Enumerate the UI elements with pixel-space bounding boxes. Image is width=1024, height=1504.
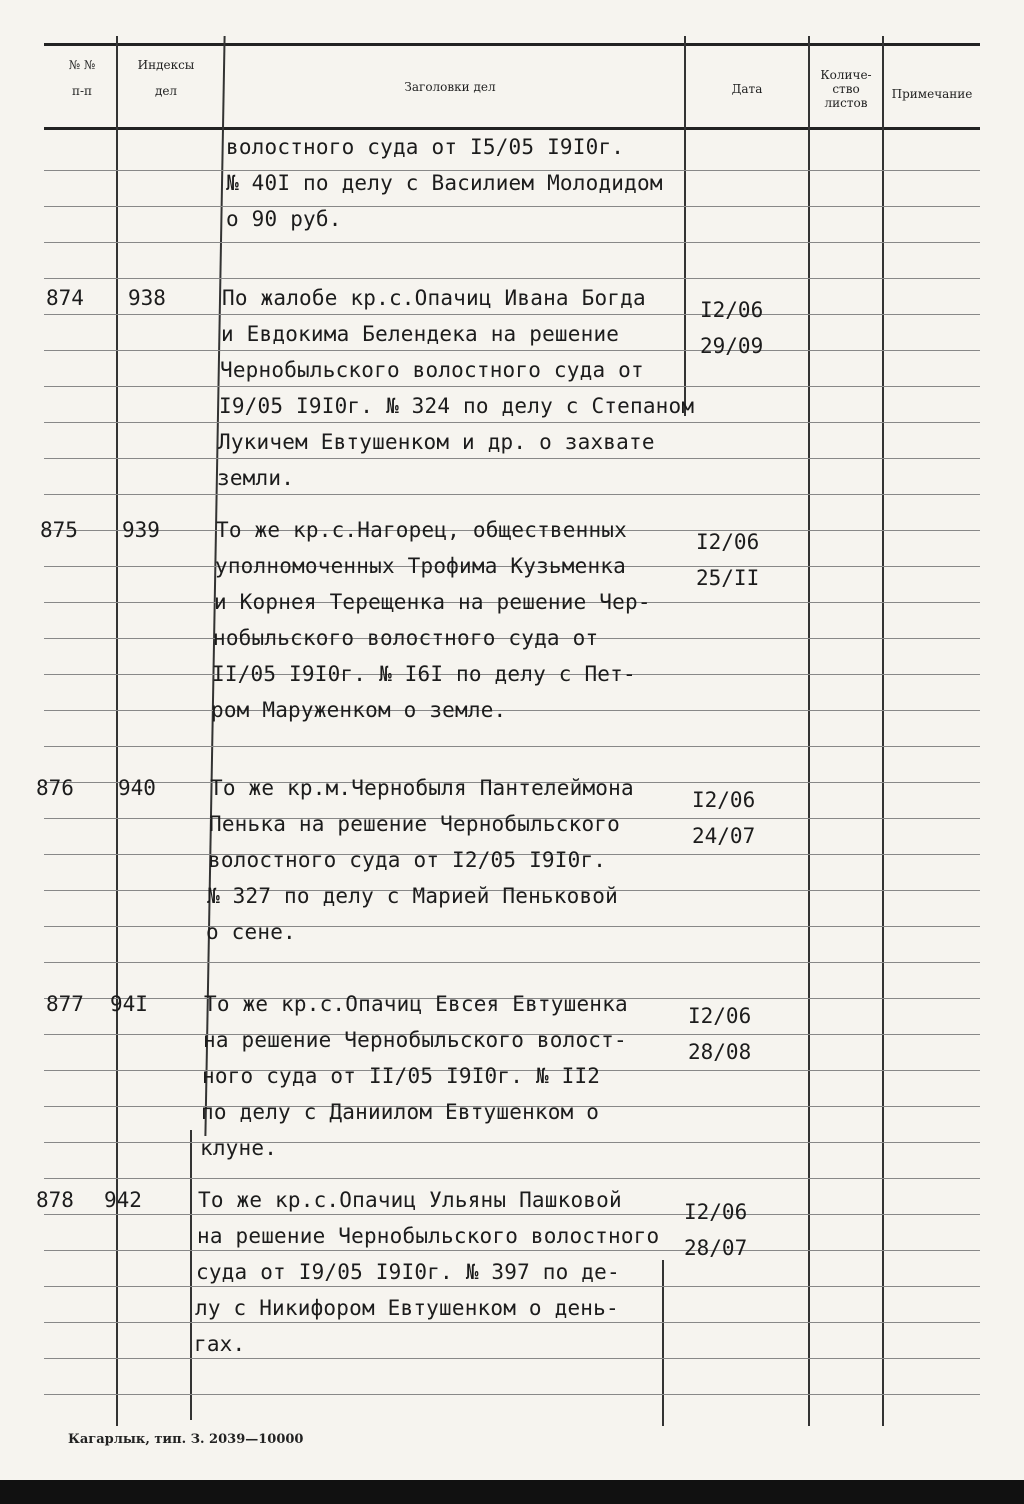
entry-date: I2/06 xyxy=(696,530,760,554)
entry-index: 940 xyxy=(118,776,156,800)
column-divider-1 xyxy=(116,36,118,1426)
entry-date: 25/II xyxy=(696,566,760,590)
entry-title-line: по делу с Даниилом Евтушенком о xyxy=(201,1100,600,1124)
header-count-label: Количе- xyxy=(820,68,872,82)
entry-title-line: нобыльского волостного суда от xyxy=(213,626,599,650)
ruled-line xyxy=(44,926,980,927)
entry-title-line: лу с Никифором Евтушенком о день- xyxy=(195,1296,619,1320)
entry-title-line: По жалобе кр.с.Опачиц Ивана Богда xyxy=(222,286,646,310)
entry-title-line: Чернобыльского волостного суда от xyxy=(220,358,644,382)
entry-date: I2/06 xyxy=(688,1004,752,1028)
ruled-line xyxy=(44,386,980,387)
ruled-line xyxy=(44,1214,980,1215)
entry-title-line: Пенька на решение Чернобыльского xyxy=(209,812,620,836)
entry-date: 28/08 xyxy=(688,1040,752,1064)
header-count-sub2: листов xyxy=(824,96,868,110)
header-divider xyxy=(44,127,980,130)
entry-title-line: То же кр.с.Опачиц Евсея Евтушенка xyxy=(204,992,628,1016)
entry-title-line: и Корнея Терещенка на решение Чер- xyxy=(214,590,651,614)
entry-title-line: ного суда от II/05 I9I0г. № II2 xyxy=(202,1064,601,1088)
column-divider-4 xyxy=(808,36,810,1426)
ruled-line xyxy=(44,1178,980,1179)
entry-number: 876 xyxy=(36,776,74,800)
header-number xyxy=(50,58,114,98)
column-divider-2 xyxy=(204,36,225,1136)
ruled-line xyxy=(44,314,980,315)
entry-index: 939 xyxy=(122,518,160,542)
entry-title-line: гах. xyxy=(194,1332,246,1356)
ruled-line xyxy=(44,962,980,963)
continuation-line: № 40I по делу с Василием Молодидом xyxy=(226,171,663,195)
entry-title-line: клуне. xyxy=(200,1136,278,1160)
scan-edge xyxy=(0,1480,1024,1504)
continuation-line: о 90 руб. xyxy=(226,207,342,231)
entry-title-line: на решение Чернобыльского волост- xyxy=(203,1028,627,1052)
ruled-line xyxy=(44,350,980,351)
ruled-line xyxy=(44,242,980,243)
printer-footer: Кагарлык, тип. З. 2039—10000 xyxy=(68,1432,304,1447)
entry-title-line: То же кр.с.Нагорец, общественных xyxy=(216,518,627,542)
entry-date: 29/09 xyxy=(700,334,764,358)
header-count-sub: ство xyxy=(832,82,860,96)
entry-title-line: II/05 I9I0г. № I6I по делу с Пет- xyxy=(212,662,636,686)
column-divider-3b xyxy=(662,1260,664,1426)
header-note: Примечание xyxy=(891,87,973,101)
header-date: Дата xyxy=(731,82,763,96)
header-index-label: Индексы xyxy=(137,58,195,72)
entry-date: I2/06 xyxy=(684,1200,748,1224)
entry-index: 942 xyxy=(104,1188,142,1212)
entry-title-line: уполномоченных Трофима Кузьменка xyxy=(215,554,626,578)
entry-index: 94I xyxy=(110,992,148,1016)
entry-title-line: I9/05 I9I0г. № 324 по делу с Степаном xyxy=(219,394,695,418)
entry-number: 875 xyxy=(40,518,78,542)
column-divider-2b xyxy=(190,1130,192,1420)
entry-title-line: ром Маруженком о земле. xyxy=(211,698,507,722)
header-title: Заголовки дел xyxy=(404,80,496,94)
entry-date: 24/07 xyxy=(692,824,756,848)
header-index xyxy=(118,58,214,98)
ruled-line xyxy=(44,206,980,207)
entry-date: I2/06 xyxy=(692,788,756,812)
header-index-sub: дел xyxy=(154,84,178,98)
ruled-line xyxy=(44,458,980,459)
header-number-label: № № xyxy=(68,58,96,72)
entry-title-line: о сене. xyxy=(206,920,296,944)
column-divider-5 xyxy=(882,36,884,1426)
entry-date: I2/06 xyxy=(700,298,764,322)
ruled-line xyxy=(44,1322,980,1323)
ruled-line xyxy=(44,422,980,423)
entry-number: 877 xyxy=(46,992,84,1016)
ruled-line xyxy=(44,494,980,495)
entry-date: 28/07 xyxy=(684,1236,748,1260)
entry-title-line: То же кр.с.Опачиц Ульяны Пашковой xyxy=(198,1188,622,1212)
continuation-line: волостного суда от I5/05 I9I0г. xyxy=(226,135,625,159)
ruled-line xyxy=(44,278,980,279)
entry-title-line: волостного суда от I2/05 I9I0г. xyxy=(208,848,607,872)
entry-title-line: суда от I9/05 I9I0г. № 397 по де- xyxy=(196,1260,620,1284)
ruled-line xyxy=(44,1250,980,1251)
top-border xyxy=(44,43,980,46)
entry-number: 878 xyxy=(36,1188,74,1212)
entry-title-line: на решение Чернобыльского волостного xyxy=(197,1224,660,1248)
entry-title-line: земли. xyxy=(217,466,295,490)
entry-number: 874 xyxy=(46,286,84,310)
ruled-line xyxy=(44,1358,980,1359)
ruled-line xyxy=(44,1394,980,1395)
entry-title-line: Лукичем Евтушенком и др. о захвате xyxy=(218,430,655,454)
ruled-line xyxy=(44,1286,980,1287)
header-count xyxy=(810,68,882,110)
entry-title-line: То же кр.м.Чернобыля Пантелеймона xyxy=(210,776,634,800)
ruled-line xyxy=(44,1142,980,1143)
entry-title-line: № 327 по делу с Марией Пеньковой xyxy=(207,884,618,908)
entry-index: 938 xyxy=(128,286,166,310)
entry-title-line: и Евдокима Белендека на решение xyxy=(221,322,620,346)
ruled-line xyxy=(44,746,980,747)
ruled-line xyxy=(44,710,980,711)
header-number-sub: п-п xyxy=(71,84,93,98)
